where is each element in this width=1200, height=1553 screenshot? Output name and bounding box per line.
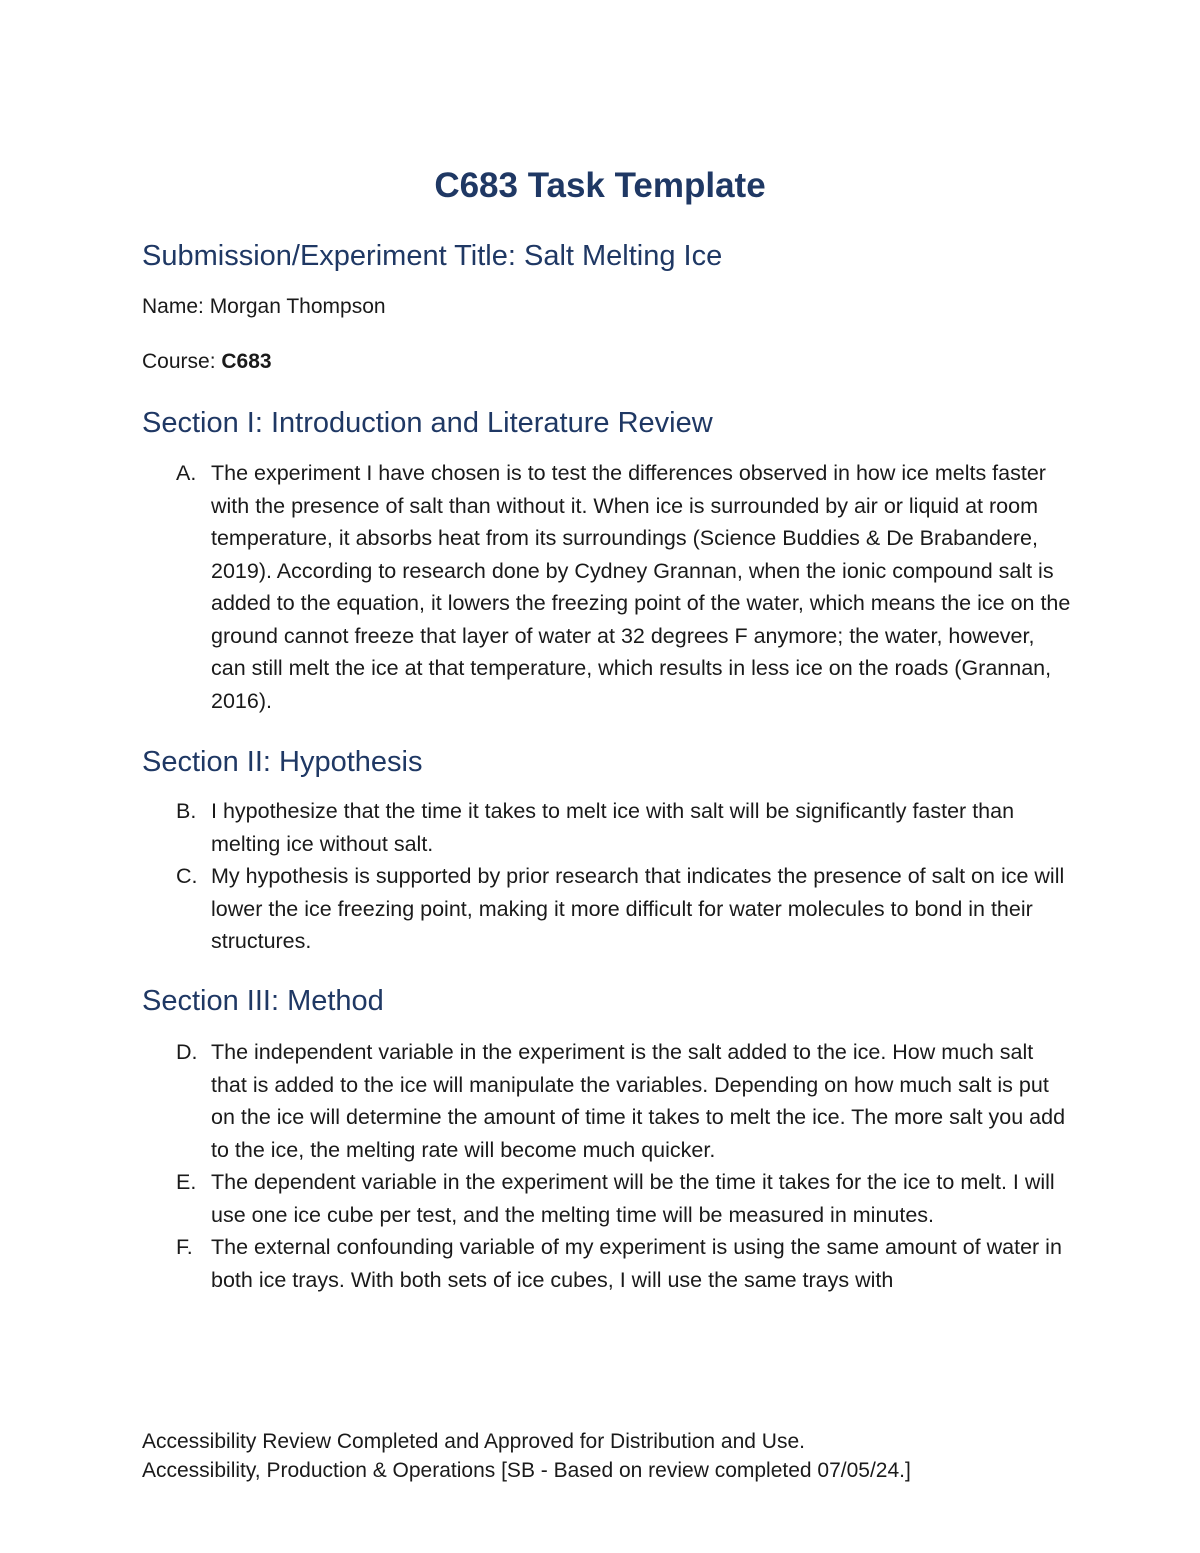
accessibility-footer: [142, 1428, 911, 1485]
footer-line-2: Accessibility, Production & Operations [SB - Based on review completed 07/05/24.]: [142, 1458, 911, 1482]
course-line: [142, 347, 272, 377]
list-item-text: The dependent variable in the experiment will be the time it takes for the ice to melt. I will use one ice cube per test, and the melting time will be measured in minutes.: [211, 1170, 1055, 1227]
list-item-text: My hypothesis is supported by prior research that indicates the presence of salt on ice will lower the ice freezing point, making it more difficult for water molecules to bond in their structures.: [211, 864, 1065, 953]
list-item: [142, 457, 1072, 717]
list-item: [142, 1166, 1072, 1231]
course-value: C683: [221, 350, 272, 373]
section-heading-hypothesis: Section II: Hypothesis: [142, 746, 423, 778]
document-title: C683 Task Template: [434, 166, 766, 205]
submission-title: Submission/Experiment Title: Salt Melting Ice: [142, 240, 723, 272]
list-item: [142, 1231, 1072, 1296]
list-item-text: The external confounding variable of my experiment is using the same amount of water in both ice trays. With both sets of ice cubes, I will use the same trays with: [211, 1235, 1062, 1292]
list-marker: B.: [176, 799, 197, 823]
list-marker: D.: [176, 1040, 198, 1064]
footer-line-1: Accessibility Review Completed and Approved for Distribution and Use.: [142, 1430, 805, 1453]
list-marker: A.: [176, 461, 197, 485]
name-value: Morgan Thompson: [209, 295, 386, 318]
list-item: [142, 860, 1072, 958]
section-heading-introduction: Section I: Introduction and Literature Review: [142, 407, 713, 439]
list-item-text: I hypothesize that the time it takes to melt ice with salt will be significantly faster than melting ice without salt.: [211, 799, 1015, 856]
course-label: Course:: [142, 350, 222, 373]
list-item-text: The experiment I have chosen is to test the differences observed in how ice melts faster with the presence of salt than without it. When ice is surrounded by air or liquid at room temperature, it absorbs heat from its surroundings (Science Buddies & De Brabandere, 2019). According to research done by Cydney Grannan, when the ionic compound salt is added to the equation, it lowers the freezing point of the water, which means the ice on the ground cannot freeze that layer of water at 32 degrees F anymore; the water, however, can still melt the ice at that temperature, which results in less ice on the roads (Grannan, 2016).: [211, 461, 1071, 713]
list-marker: C.: [176, 864, 198, 888]
list-marker: F.: [176, 1235, 193, 1259]
list-item-text: The independent variable in the experiment is the salt added to the ice. How much salt that is added to the ice will manipulate the variables. Depending on how much salt is put on the ice will determine the amount of time it takes to melt the ice. The more salt you add to the ice, the melting rate will become much quicker.: [211, 1040, 1066, 1162]
section-list-introduction: [142, 457, 1072, 717]
name-label: Name:: [142, 295, 210, 318]
name-line: [142, 292, 386, 322]
list-marker: E.: [176, 1170, 197, 1194]
list-item: [142, 795, 1072, 860]
section-list-hypothesis: [142, 795, 1072, 958]
section-heading-method: Section III: Method: [142, 985, 384, 1017]
section-list-method: [142, 1036, 1072, 1296]
list-item: [142, 1036, 1072, 1166]
